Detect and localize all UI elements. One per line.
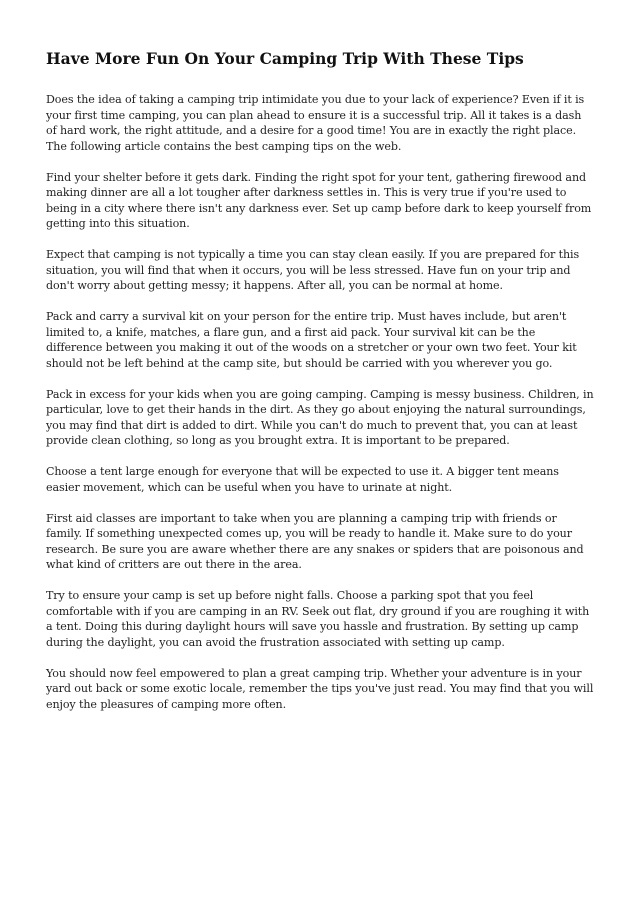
paragraph-shelter: Find your shelter before it gets dark. Finding the right spot for your tent, gathering firewood and making dinner are all a lot tougher after darkness settles in. This is very true if you're used to being in a city where there isn't any darkness ever. Set up camp before dark to keep yourself from getting into this situation.: [46, 170, 592, 230]
paragraph-survival-kit: Pack and carry a survival kit on your person for the entire trip. Must haves include, but aren't limited to, a knife, matches, a flare gun, and a first aid pack. Your survival kit can be the difference between you making it out of the woods on a stretcher or your own two feet. Your kit should not be left behind at the camp site, but should be carried with you wherever you go.: [46, 310, 577, 370]
document-page: [46, 48, 594, 728]
paragraph-conclusion: You should now feel empowered to plan a great camping trip. Whether your adventure is in your yard out back or some exotic locale, remember the tips you've just read. You may find that you will enjoy the pleasures of camping more often.: [46, 666, 594, 711]
paragraph-tent: Choose a tent large enough for everyone that will be expected to use it. A bigger tent means easier movement, which can be useful when you have to urinate at night.: [46, 465, 559, 494]
paragraph-camp-setup: Try to ensure your camp is set up before night falls. Choose a parking spot that you feel comfortable with if you are camping in an RV. Seek out flat, dry ground if you are roughing it with a tent. Doing this during daylight hours will save you hassle and frustration. By setting up camp during the daylight, you can avoid the frustration associated with setting up camp.: [46, 589, 590, 649]
paragraph-first-aid: First aid classes are important to take when you are planning a camping trip with friends or family. If something unexpected comes up, you will be ready to handle it. Make sure to do your research. Be sure you are aware whether there are any snakes or spiders that are poisonous and what kind of critters are out there in the area.: [46, 511, 584, 571]
document-title: Have More Fun On Your Camping Trip With These Tips: [46, 49, 524, 68]
paragraph-intro: Does the idea of taking a camping trip intimidate you due to your lack of experience? Even if it is your first time camping, you can plan ahead to ensure it is a successful trip. All it takes is a dash of hard work, the right attitude, and a desire for a good time! You are in exactly the right place. The following article contains the best camping tips on the web.: [46, 93, 585, 153]
paragraph-clean: Expect that camping is not typically a time you can stay clean easily. If you are prepared for this situation, you will find that when it occurs, you will be less stressed. Have fun on your trip and don't worry about getting messy; it happens. After all, you can be normal at home.: [46, 248, 580, 292]
paragraph-kids: Pack in excess for your kids when you are going camping. Camping is messy business. Children, in particular, love to get their hands in the dirt. As they go about enjoying the natural surroundings, you may find that dirt is added to dirt. While you can't do much to prevent that, you can at least provide clean clothing, so long as you brought extra. It is important to be prepared.: [46, 387, 594, 447]
